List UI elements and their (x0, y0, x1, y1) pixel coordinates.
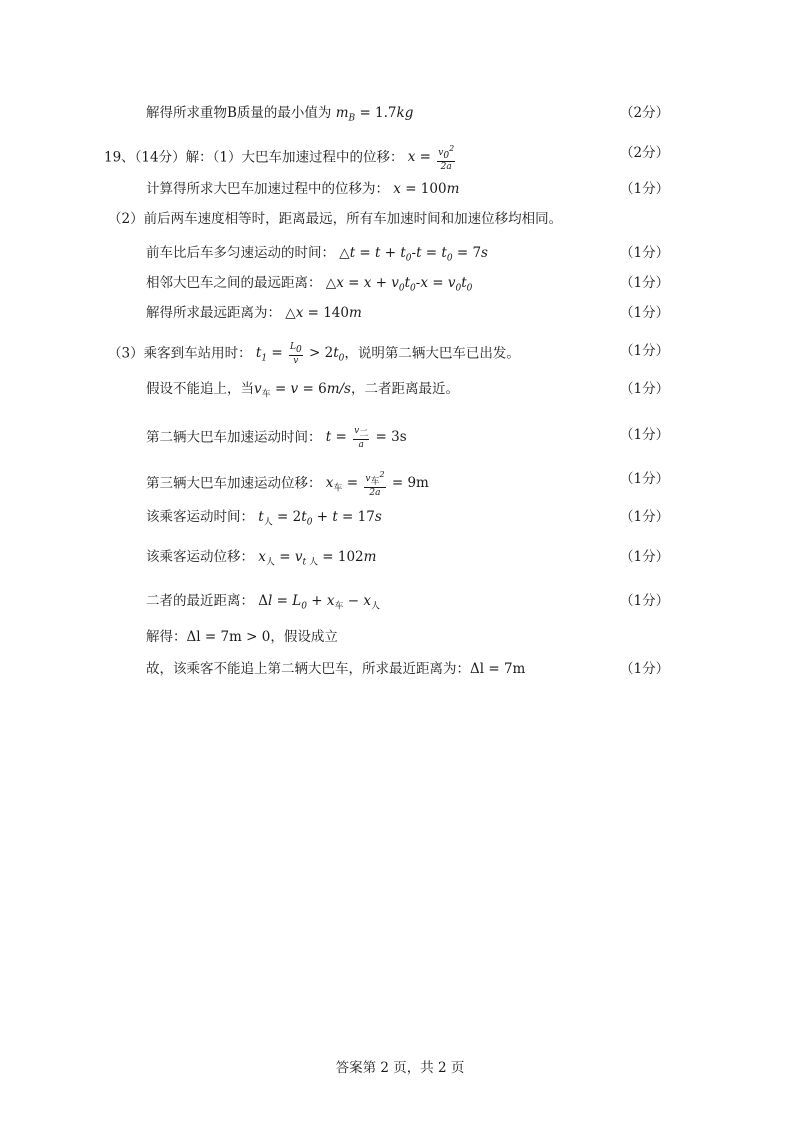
score: （2分） (620, 105, 670, 121)
equation: $v_车 = v = 6m/s$ (254, 381, 351, 400)
text: 相邻大巴车之间的最远距离： (146, 275, 322, 291)
line-displacement-result (146, 180, 459, 198)
score: （1分） (620, 275, 670, 291)
text: 计算得所求大巴车加速过程中的位移为： (146, 181, 389, 197)
text: ，二者距离最近。 (350, 381, 459, 397)
text: 假设不能追上，当 (146, 381, 254, 397)
score: （1分） (620, 343, 670, 359)
line-part3-arrival (108, 342, 520, 368)
text: 解得所求最远距离为： (146, 305, 281, 321)
score: （1分） (620, 381, 670, 397)
text: 前车比后车多匀速运动的时间： (146, 245, 335, 261)
equation: $x_车$ = $\frac{v_车^2}{2a}$ = 9m (325, 470, 429, 498)
line-accel-displacement (146, 470, 429, 498)
text: 19、（14分）解：（1）大巴车加速过程中的位移： (104, 149, 404, 166)
equation: $t_人 = 2t_0 + t = 17s$ (258, 509, 382, 528)
line-accel-time (146, 426, 407, 450)
equation: △t = $t + t_0-t = t_0 = 7s$ (339, 245, 488, 264)
text: 二者的最近距离： (146, 593, 254, 609)
line-passenger-displacement (146, 548, 376, 572)
text: ，说明第二辆大巴车已出发。 (344, 345, 520, 362)
text: 第三辆大巴车加速运动位移： (146, 475, 322, 492)
page-footer: 答案第 2 页，共 2 页 (335, 1060, 465, 1076)
line-q19-displacement (104, 144, 457, 172)
score: （1分） (620, 661, 670, 677)
score: （1分） (620, 593, 670, 609)
equation: $\Delta l = L_0 + x_车 - x_人$ (258, 593, 381, 612)
score: （1分） (620, 245, 670, 261)
equation: x = 100m (393, 181, 460, 197)
text: 解得所求重物B质量的最小值为 (146, 105, 332, 121)
line-min-distance (146, 592, 380, 616)
line-passenger-time (146, 508, 382, 532)
text: 该乘客运动时间： (146, 509, 254, 525)
line-extra-time (146, 244, 488, 268)
score: （1分） (620, 471, 670, 487)
text: 第二辆大巴车加速运动时间： (146, 429, 322, 446)
score: （1分） (620, 549, 670, 565)
line-part2-intro: （2）前后两车速度相等时，距离最远，所有车加速时间和加速位移均相同。 (108, 211, 563, 227)
score: （1分） (620, 509, 670, 525)
score: （1分） (620, 427, 670, 443)
line-max-distance-result (146, 304, 362, 322)
equation: x = $\frac{v_0^2}{2a}$ (407, 144, 455, 172)
text: 该乘客运动位移： (146, 549, 254, 565)
line-assumption (146, 380, 459, 404)
equation: $m_B = 1.7kg$ (335, 105, 414, 124)
equation: △x = 140m (285, 305, 362, 321)
equation: △x = $x + v_0t_0-x = v_0t_0$ (325, 275, 473, 294)
text: （3）乘客到车站用时： (108, 345, 252, 362)
equation: $t_1$ = $\frac{L_0}{v}$ > $2t_0$ (255, 342, 345, 366)
line-solution: 解得：Δl = 7m > 0，假设成立 (146, 629, 338, 645)
score: （1分） (620, 305, 670, 321)
equation: $x_人 = v_{t 人} = 102m$ (258, 549, 377, 568)
score: （2分） (620, 145, 670, 161)
line-conclusion: 故，该乘客不能追上第二辆大巴车，所求最近距离为：Δl = 7m (146, 661, 526, 677)
equation: t = $\frac{v_二}{a}$ = 3s (325, 426, 407, 450)
line-max-distance (146, 274, 472, 298)
line-mass-result (146, 104, 413, 128)
score: （1分） (620, 181, 670, 197)
